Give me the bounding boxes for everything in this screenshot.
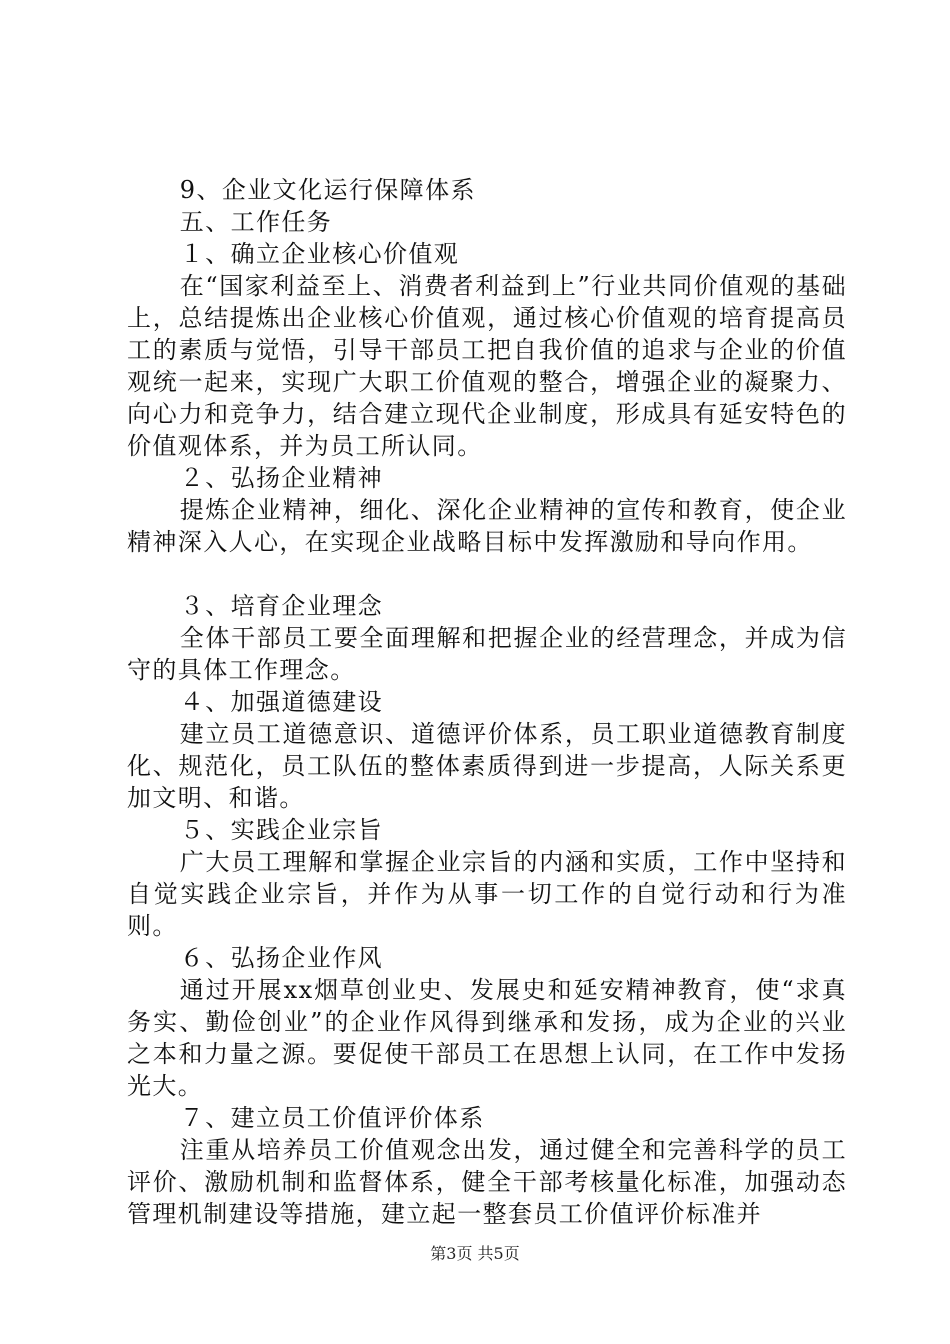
- task-heading-2: ２、弘扬企业精神: [179, 464, 383, 492]
- task-heading-1: １、确立企业核心价值观: [179, 240, 460, 268]
- task-heading-3: ３、培育企业理念: [179, 592, 383, 620]
- task-paragraph-1: 在“国家利益至上、消费者利益到上”行业共同价值观的基础上，总结提炼出企业核心价值观，通过核心价值观的培育提高员工的素质与觉悟，引导干部员工把自我价值的追求与企业的价值观统一起来，实现广大职工价值观的整合，增强企业的凝聚力、向心力和竞争力，结合建立现代企业制度，形成具有延安特色的价值观体系，并为员工所认同。: [127, 272, 847, 460]
- blank-line: [127, 558, 847, 590]
- task-paragraph-5: 广大员工理解和掌握企业宗旨的内涵和实质，工作中坚持和自觉实践企业宗旨，并作为从事一切工作的自觉行动和行为准则。: [127, 848, 847, 940]
- section-heading-9: 9、企业文化运行保障体系: [179, 176, 476, 204]
- page-number-footer: 第3页 共5页: [430, 1244, 520, 1263]
- document-body: [127, 174, 847, 1230]
- chapter-heading-work-tasks: 五、工作任务: [179, 208, 333, 236]
- task-paragraph-2: 提炼企业精神，细化、深化企业精神的宣传和教育，使企业精神深入人心，在实现企业战略目标中发挥激励和导向作用。: [127, 496, 847, 556]
- task-heading-5: ５、实践企业宗旨: [179, 816, 383, 844]
- task-paragraph-3: 全体干部员工要全面理解和把握企业的经营理念，并成为信守的具体工作理念。: [127, 624, 847, 684]
- task-heading-6: ６、弘扬企业作风: [179, 944, 383, 972]
- task-heading-7: ７、建立员工价值评价体系: [179, 1104, 485, 1132]
- task-paragraph-6: 通过开展xx烟草创业史、发展史和延安精神教育，使“求真务实、勤俭创业”的企业作风得到继承和发扬，成为企业的兴业之本和力量之源。要促使干部员工在思想上认同，在工作中发扬光大。: [127, 976, 847, 1100]
- task-paragraph-7: 注重从培养员工价值观念出发，通过健全和完善科学的员工评价、激励机制和监督体系，健全干部考核量化标准，加强动态管理机制建设等措施，建立起一整套员工价值评价标准并: [127, 1136, 847, 1228]
- task-paragraph-4: 建立员工道德意识、道德评价体系，员工职业道德教育制度化、规范化，员工队伍的整体素质得到进一步提高，人际关系更加文明、和谐。: [127, 720, 847, 812]
- task-heading-4: ４、加强道德建设: [179, 688, 383, 716]
